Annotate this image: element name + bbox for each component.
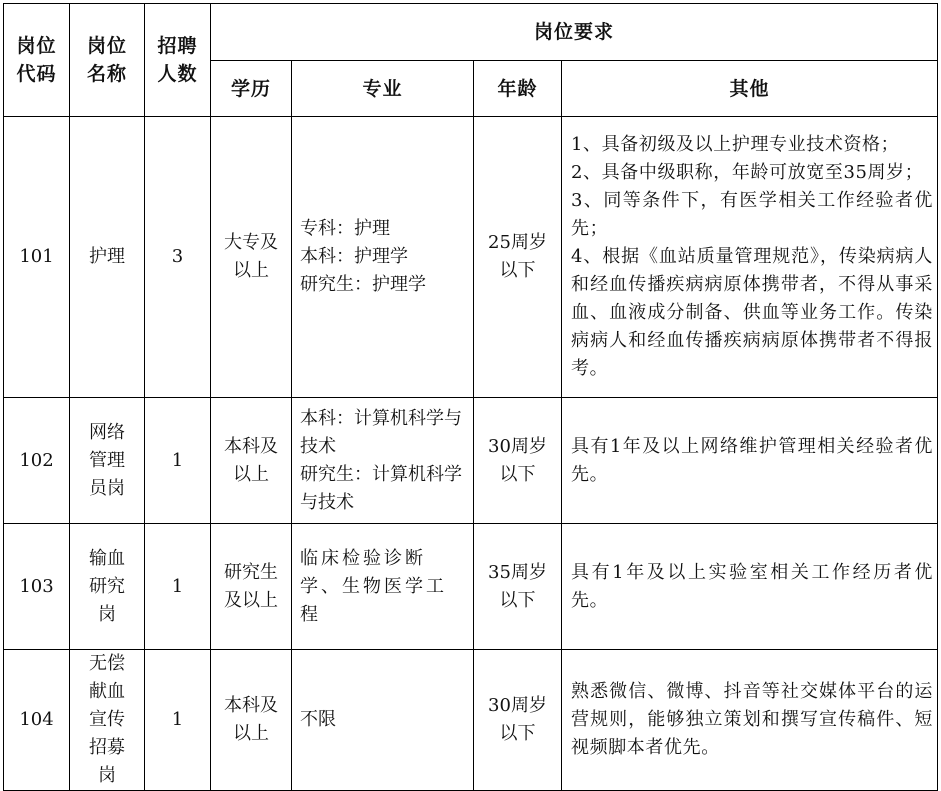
cell-other: 1、具备初级及以上护理专业技术资格； 2、具备中级职称，年龄可放宽至35周岁； 3、同等条件下，有医学相关工作经验者优先； 4、根据《血站质量管理规范》，传染病病人和经血传播疾病病原体携带者，不得从事采血、血液成分制备、供血等业务工作。传染病病人和经血传播疾病病原体携带者不得报考。 — [562, 117, 938, 398]
cell-code: 101 — [4, 117, 70, 398]
cell-count: 1 — [145, 524, 211, 650]
header-major: 专业 — [292, 61, 474, 117]
document-page — [3, 3, 938, 791]
cell-count: 1 — [145, 650, 211, 791]
cell-major: 本科：计算机科学与技术 研究生：计算机科学与技术 — [292, 398, 474, 524]
cell-education: 本科及 以上 — [211, 398, 292, 524]
cell-name: 无偿 献血 宣传 招募 岗 — [70, 650, 145, 791]
cell-age: 30周岁 以下 — [474, 650, 562, 791]
cell-code: 103 — [4, 524, 70, 650]
cell-name: 网络 管理 员岗 — [70, 398, 145, 524]
cell-count: 1 — [145, 398, 211, 524]
header-requirements: 岗位要求 — [211, 4, 938, 61]
header-name: 岗位 名称 — [70, 4, 145, 117]
table-row — [4, 524, 938, 650]
cell-education: 大专及 以上 — [211, 117, 292, 398]
cell-name: 输血 研究 岗 — [70, 524, 145, 650]
header-count: 招聘 人数 — [145, 4, 211, 117]
cell-age: 35周岁 以下 — [474, 524, 562, 650]
cell-other: 具有1年及以上实验室相关工作经历者优先。 — [562, 524, 938, 650]
cell-age: 25周岁 以下 — [474, 117, 562, 398]
cell-education: 本科及 以上 — [211, 650, 292, 791]
cell-code: 102 — [4, 398, 70, 524]
table-row — [4, 117, 938, 398]
cell-major: 不限 — [292, 650, 474, 791]
cell-education: 研究生 及以上 — [211, 524, 292, 650]
cell-age: 30周岁 以下 — [474, 398, 562, 524]
header-code: 岗位 代码 — [4, 4, 70, 117]
header-other: 其他 — [562, 61, 938, 117]
header-row-1 — [4, 4, 938, 61]
job-requirements-table — [3, 3, 938, 791]
cell-other: 熟悉微信、微博、抖音等社交媒体平台的运营规则，能够独立策划和撰写宣传稿件、短视频脚本者优先。 — [562, 650, 938, 791]
table-row — [4, 398, 938, 524]
cell-code: 104 — [4, 650, 70, 791]
cell-count: 3 — [145, 117, 211, 398]
header-age: 年龄 — [474, 61, 562, 117]
cell-major: 临床检验诊断学、生物医学工程 — [292, 524, 474, 650]
header-education: 学历 — [211, 61, 292, 117]
cell-other: 具有1年及以上网络维护管理相关经验者优先。 — [562, 398, 938, 524]
cell-major: 专科：护理 本科：护理学 研究生：护理学 — [292, 117, 474, 398]
table-row — [4, 650, 938, 791]
cell-name: 护理 — [70, 117, 145, 398]
